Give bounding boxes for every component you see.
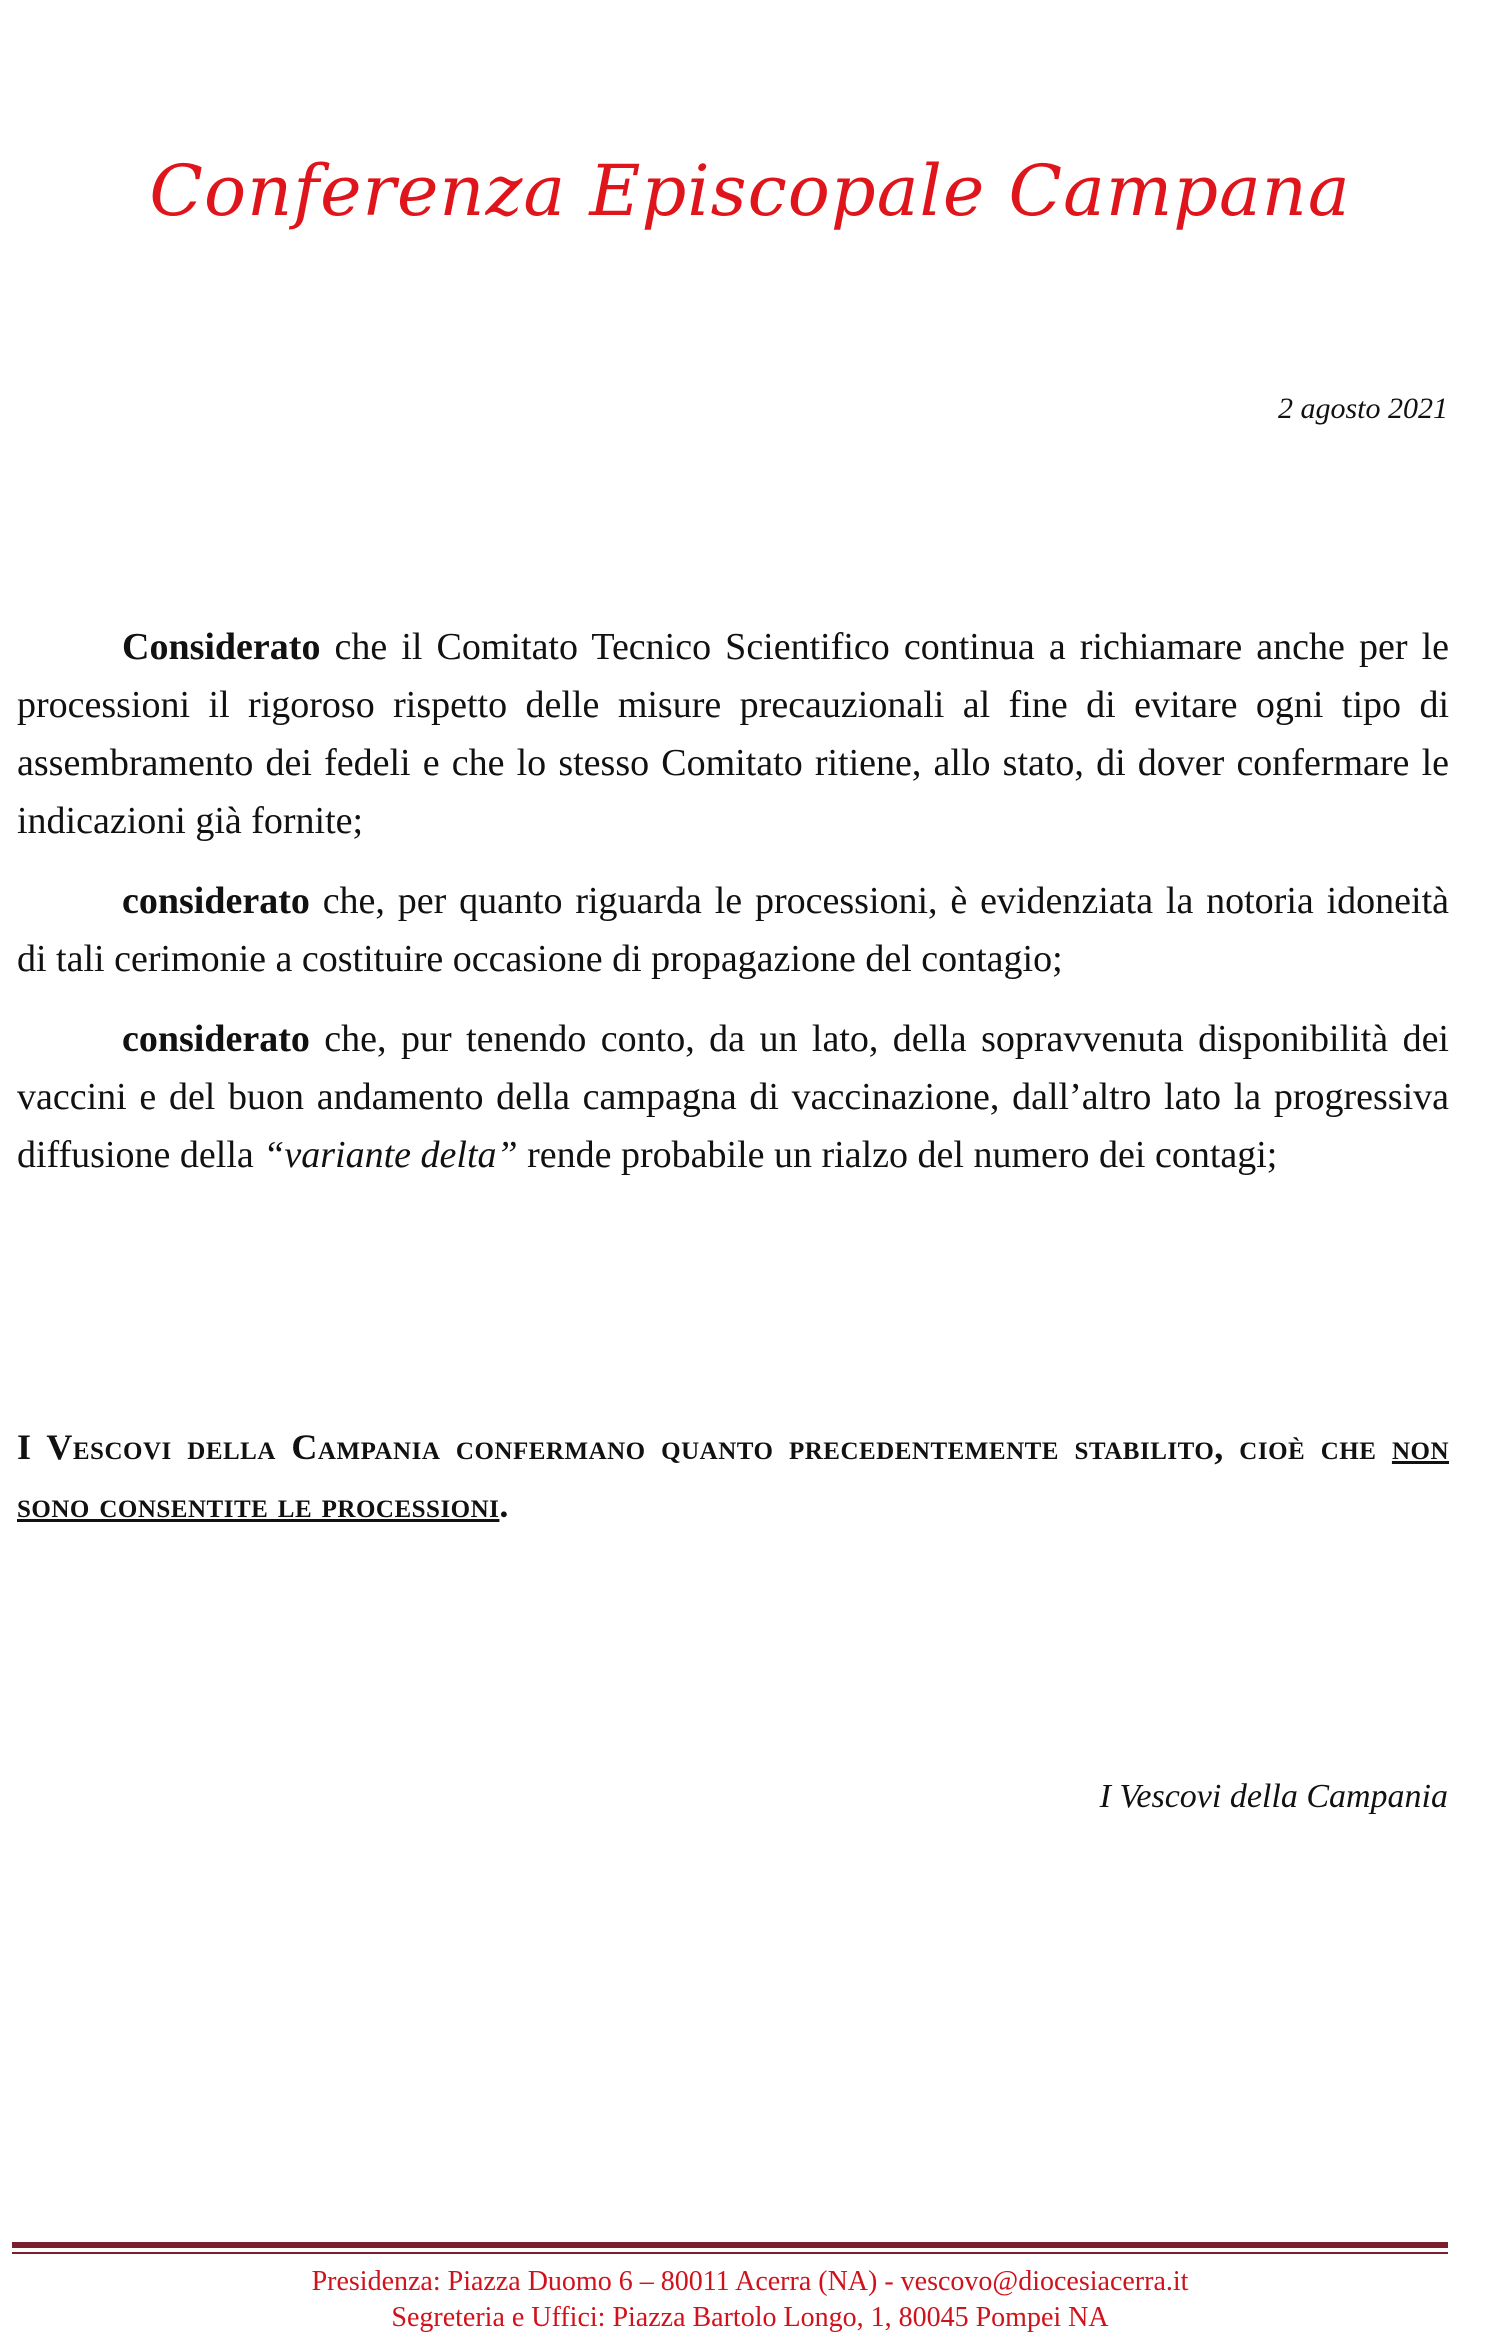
paragraph-lead: considerato	[122, 1018, 310, 1060]
paragraph-lead: considerato	[122, 880, 310, 922]
document-date: 2 agosto 2021	[1277, 392, 1448, 425]
paragraph-text: che il Comitato Tecnico Scientifico continua a richiamare anche per le processioni il rigoroso rispetto delle misure precauzionali al fine di evitare ogni tipo di assembramento dei fedeli e che lo stesso Comitato ritiene, allo stato, di dover confermare le indicazioni già fornite;	[17, 626, 1449, 842]
paragraph-text: che, per quanto riguarda le processioni, è evidenziata la notoria idoneità di tali cerimonie a costituire occasione di propagazione del contagio;	[17, 880, 1449, 980]
paragraph-2	[17, 872, 1449, 988]
paragraph-3	[17, 1010, 1449, 1184]
footer-presidency: Presidenza: Piazza Duomo 6 – 80011 Acerra (NA) - vescovo@diocesiacerra.it	[311, 2266, 1189, 2297]
letterhead-title: Conferenza Episcopale Campana	[149, 150, 1351, 232]
paragraph-1	[17, 618, 1449, 850]
decision-text: I Vescovi della Campania confermano quanto precedentemente stabilito, cioè che	[17, 1427, 1392, 1467]
paragraph-lead: Considerato	[122, 626, 321, 668]
footer-rule	[12, 2242, 1448, 2248]
decision-statement	[17, 1418, 1449, 1534]
italic-term: “variante delta”	[263, 1134, 518, 1176]
document-body	[17, 618, 1449, 1206]
decision-underlined: non sono consentite le processioni	[17, 1427, 1449, 1525]
paragraph-text-end: rende probabile un rialzo del numero dei contagi;	[517, 1134, 1278, 1176]
paragraph-text: che, pur tenendo conto, da un lato, della sopravvenuta disponibilità dei vaccini e del buon andamento della campagna di vaccinazione, dall’altro lato la progressiva diffusione della	[17, 1018, 1449, 1176]
decision-end: .	[499, 1485, 509, 1525]
signature: I Vescovi della Campania	[1099, 1778, 1448, 1815]
footer-rule-thin	[12, 2252, 1448, 2254]
footer-secretariat: Segreteria e Uffici: Piazza Bartolo Longo, 1, 80045 Pompei NA	[391, 2302, 1109, 2333]
